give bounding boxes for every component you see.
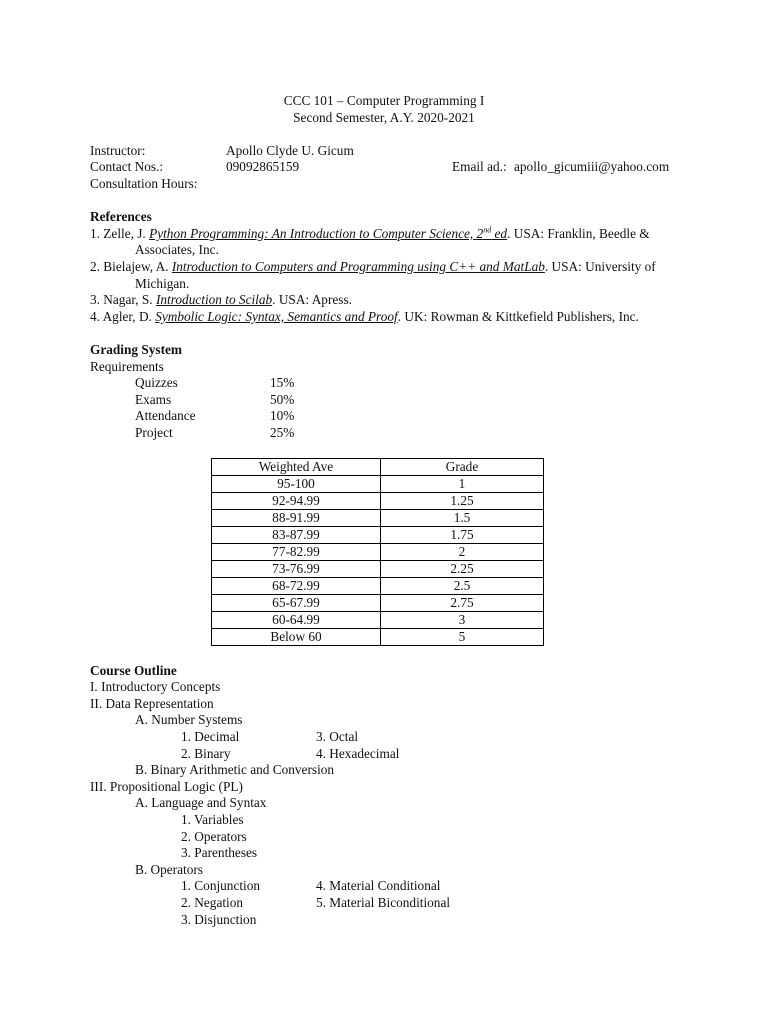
outline-item: III. Propositional Logic (PL): [90, 778, 243, 794]
reference-item: 3. Nagar, S. Introduction to Scilab. USA: Apress.: [90, 292, 352, 308]
semester-line: Second Semester, A.Y. 2020-2021: [293, 109, 475, 125]
contact-value: 09092865159: [226, 159, 300, 175]
requirement-row: Project 25%: [135, 424, 295, 440]
outline-item: B. Operators: [135, 861, 203, 877]
table-row: Below 60 5: [212, 629, 544, 646]
requirement-row: Exams 50%: [135, 391, 295, 407]
table-row: 92-94.99 1.25: [212, 493, 544, 510]
table-row: 77-82.99 2: [212, 544, 544, 561]
email-value: apollo_gicumiii@yahoo.com: [514, 159, 670, 175]
table-row: 73-76.99 2.25: [212, 561, 544, 578]
requirement-row: Quizzes 15%: [135, 375, 295, 391]
email-label: Email ad.:: [452, 159, 507, 175]
contact-row: [90, 159, 678, 176]
grading-heading: Grading System: [90, 341, 182, 357]
outline-item: B. Binary Arithmetic and Conversion: [135, 762, 335, 778]
outline-item: 2. Negation 5. Material Biconditional: [181, 894, 451, 910]
table-row: 88-91.99 1.5: [212, 510, 544, 527]
outline-item: A. Number Systems: [135, 712, 243, 728]
instructor-label: Instructor:: [90, 142, 146, 158]
requirement-row: Attendance 10%: [135, 408, 295, 424]
grade-table-header: [212, 459, 544, 476]
outline-item: 1. Variables: [181, 812, 244, 827]
outline-item: I. Introductory Concepts: [90, 679, 221, 695]
course-outline-heading: Course Outline: [90, 662, 177, 678]
outline-item: 3. Parentheses: [181, 845, 258, 861]
outline-item: 2. Operators: [181, 828, 247, 844]
instructor-value: Apollo Clyde U. Gicum: [226, 142, 354, 158]
outline-item: 1. Decimal 3. Octal: [181, 729, 359, 745]
outline-item: II. Data Representation: [90, 695, 214, 711]
grade-table: [211, 458, 544, 646]
reference-item: 1. Zelle, J. Python Programming: An Introduction to Computer Science, 2nd ed. USA: Franklin, Beedle & Associates, Inc.: [90, 225, 650, 258]
contact-label: Contact Nos.:: [90, 159, 164, 175]
reference-item: 2. Bielajew, A. Introduction to Computers and Programming using C++ and MatLab. USA: University of Michigan.: [90, 258, 656, 291]
requirements-label: Requirements: [90, 358, 164, 374]
table-row: 95-100 1: [212, 476, 544, 493]
header-weighted-ave: Weighted Ave: [212, 459, 381, 476]
table-row: 60-64.99 3: [212, 612, 544, 629]
consultation-label: Consultation Hours:: [90, 175, 198, 191]
table-row: 83-87.99 1.75: [212, 527, 544, 544]
course-title: CCC 101 – Computer Programming I: [283, 93, 485, 108]
outline-item: 1. Conjunction 4. Material Conditional: [181, 878, 441, 894]
outline-item: 2. Binary 4. Hexadecimal: [181, 745, 400, 761]
table-row: 65-67.99 2.75: [212, 595, 544, 612]
header-grade: Grade: [381, 459, 544, 476]
instructor-row: [90, 143, 678, 160]
reference-item: 4. Agler, D. Symbolic Logic: Syntax, Semantics and Proof. UK: Rowman & Kittkefield Publishers, Inc.: [90, 308, 639, 324]
table-row: 68-72.99 2.5: [212, 578, 544, 595]
consultation-row: [90, 176, 678, 193]
references-list: [90, 226, 678, 326]
references-heading: References: [90, 209, 152, 225]
outline-item: A. Language and Syntax: [135, 795, 267, 811]
document-page: [90, 93, 678, 928]
outline-item: 3. Disjunction: [181, 911, 257, 927]
